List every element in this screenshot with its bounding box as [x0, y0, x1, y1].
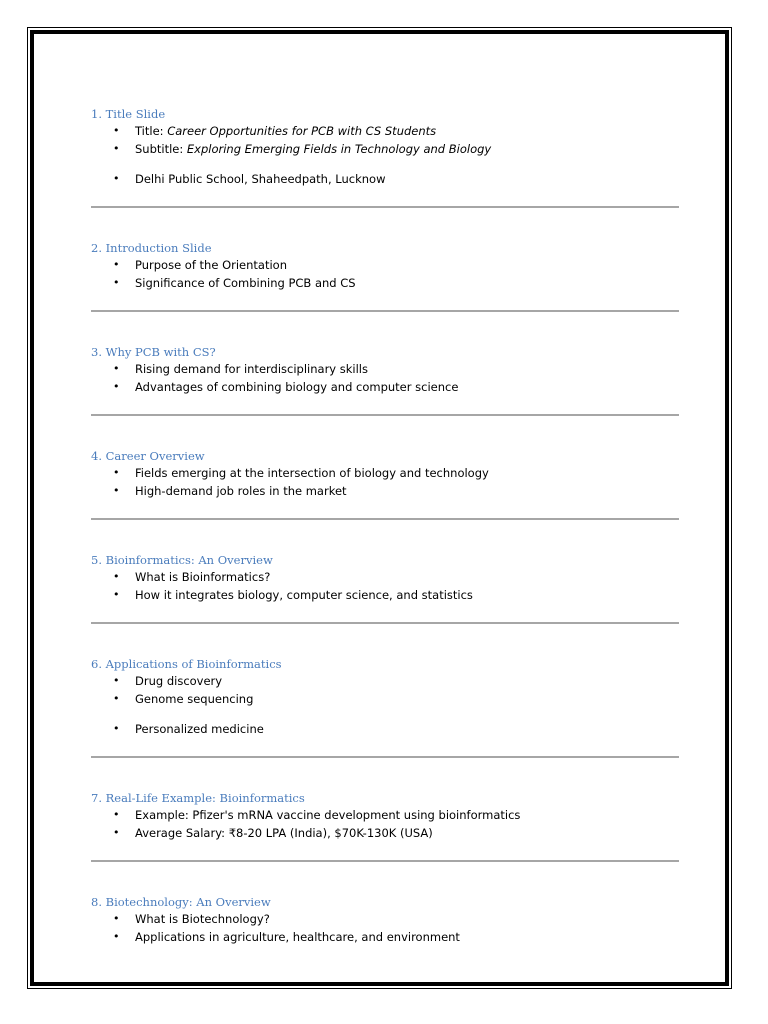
bullet-list	[91, 806, 679, 842]
list-item	[91, 824, 679, 842]
bullet-icon: •	[113, 380, 120, 393]
section-heading: 6. Applications of Bioinformatics	[91, 657, 282, 671]
item-text: Delhi Public School, Shaheedpath, Lucknow	[135, 172, 386, 186]
section-divider	[91, 518, 679, 520]
bullet-icon: •	[113, 172, 120, 185]
section-heading: 8. Biotechnology: An Overview	[91, 895, 271, 909]
section-heading: 4. Career Overview	[91, 449, 205, 463]
section-introduction	[91, 240, 679, 312]
bullet-list	[91, 672, 679, 738]
section-divider	[91, 860, 679, 862]
item-text: Drug discovery	[135, 674, 223, 688]
bullet-icon: •	[113, 930, 120, 943]
item-text: What is Bioinformatics?	[135, 570, 271, 584]
list-item	[91, 464, 679, 482]
list-item	[91, 690, 679, 708]
item-text: Fields emerging at the intersection of biology and technology	[135, 466, 489, 480]
section-divider	[91, 756, 679, 758]
bullet-icon: •	[113, 570, 120, 583]
bullet-icon: •	[113, 692, 120, 705]
item-text: Rising demand for interdisciplinary skills	[135, 362, 368, 376]
bullet-icon: •	[113, 808, 120, 821]
item-text: Significance of Combining PCB and CS	[135, 276, 356, 290]
bullet-icon: •	[113, 124, 120, 137]
item-text: Personalized medicine	[135, 722, 264, 736]
item-prefix: Title:	[135, 124, 168, 138]
item-text: Average Salary: ₹8-20 LPA (India), $70K-130K (USA)	[135, 826, 433, 840]
list-item	[91, 928, 679, 946]
item-text: Career Opportunities for PCB with CS Students	[167, 124, 437, 138]
bullet-list	[91, 568, 679, 604]
list-item	[91, 672, 679, 690]
bullet-icon: •	[113, 466, 120, 479]
section-applications-bioinformatics	[91, 656, 679, 758]
bullet-list	[91, 464, 679, 500]
bullet-icon: •	[113, 276, 120, 289]
section-heading: 3. Why PCB with CS?	[91, 345, 216, 359]
section-title-slide	[91, 106, 679, 208]
bullet-icon: •	[113, 588, 120, 601]
section-divider	[91, 622, 679, 624]
list-item	[91, 274, 679, 292]
list-item	[91, 586, 679, 604]
item-text: Purpose of the Orientation	[135, 258, 287, 272]
section-divider	[91, 206, 679, 208]
list-item	[91, 140, 679, 158]
section-heading: 7. Real-Life Example: Bioinformatics	[91, 791, 305, 805]
list-item	[91, 170, 679, 188]
section-heading: 2. Introduction Slide	[91, 241, 212, 255]
section-bioinformatics-overview	[91, 552, 679, 624]
bullet-icon: •	[113, 484, 120, 497]
bullet-icon: •	[113, 722, 120, 735]
bullet-list	[91, 256, 679, 292]
list-item	[91, 378, 679, 396]
section-real-life-example	[91, 790, 679, 862]
section-career-overview	[91, 448, 679, 520]
item-text: High-demand job roles in the market	[135, 484, 347, 498]
item-prefix: Subtitle:	[135, 142, 187, 156]
item-text: What is Biotechnology?	[135, 912, 270, 926]
list-item	[91, 910, 679, 928]
item-text: Genome sequencing	[135, 692, 254, 706]
list-item	[91, 360, 679, 378]
list-item	[91, 256, 679, 274]
section-heading: 1. Title Slide	[91, 107, 166, 121]
bullet-icon: •	[113, 912, 120, 925]
bullet-icon: •	[113, 674, 120, 687]
section-biotechnology-overview	[91, 894, 679, 946]
list-item	[91, 806, 679, 824]
item-text: Applications in agriculture, healthcare, and environment	[135, 930, 460, 944]
bullet-list	[91, 360, 679, 396]
item-text: Advantages of combining biology and computer science	[135, 380, 459, 394]
section-why-pcb-cs	[91, 344, 679, 416]
list-item	[91, 720, 679, 738]
bullet-list	[91, 122, 679, 188]
bullet-icon: •	[113, 826, 120, 839]
document-body	[91, 106, 679, 946]
bullet-icon: •	[113, 362, 120, 375]
section-heading: 5. Bioinformatics: An Overview	[91, 553, 273, 567]
item-text: Exploring Emerging Fields in Technology and Biology	[186, 142, 492, 156]
list-item	[91, 568, 679, 586]
item-text: Example: Pfizer's mRNA vaccine development using bioinformatics	[135, 808, 521, 822]
section-divider	[91, 310, 679, 312]
item-text: How it integrates biology, computer science, and statistics	[135, 588, 473, 602]
list-item	[91, 482, 679, 500]
bullet-icon: •	[113, 142, 120, 155]
bullet-icon: •	[113, 258, 120, 271]
bullet-list	[91, 910, 679, 946]
list-item	[91, 122, 679, 140]
section-divider	[91, 414, 679, 416]
